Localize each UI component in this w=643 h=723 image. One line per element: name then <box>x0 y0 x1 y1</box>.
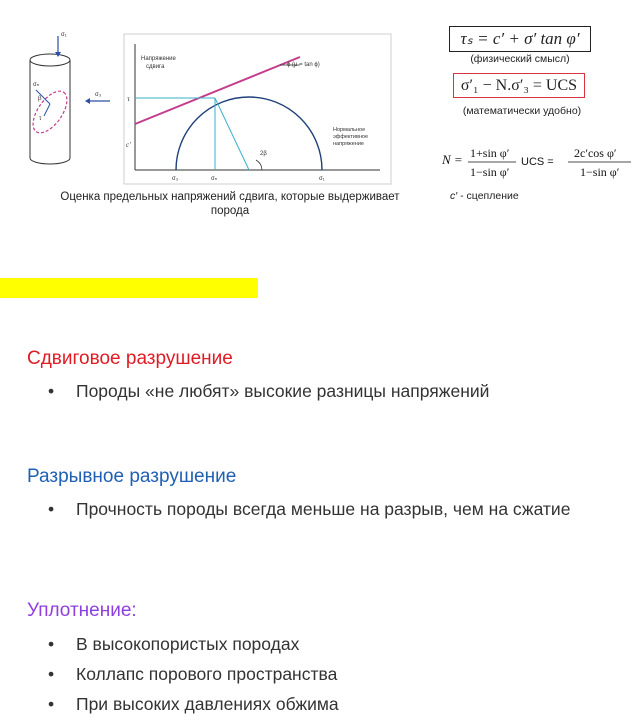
cyl-sigma-top: σ₁ <box>61 32 67 38</box>
plot-two-beta: 2β <box>260 151 267 157</box>
n-numerator: 1+sin φ′ <box>470 146 510 160</box>
list-item: • При высоких давлениях обжима <box>48 694 339 714</box>
bullet-text: При высоких давлениях обжима <box>76 694 339 714</box>
cohesion-symbol: c′ <box>450 190 458 202</box>
list-item: • Коллапс порового пространства <box>48 664 338 684</box>
plot-c-tick: c' <box>126 141 131 149</box>
ucs-formula: σ′₁ − N.σ′₃ = UCS <box>453 73 585 98</box>
plot-x-label-3: напряжение <box>333 141 364 147</box>
n-denominator: 1−sin φ′ <box>470 165 510 179</box>
n-ucs-formula <box>441 146 631 179</box>
mohr-plot <box>124 34 391 184</box>
cyl-tau: τ <box>39 116 42 122</box>
figure-caption: Оценка предельных напряжений сдвига, которые выдерживает порода <box>60 191 400 217</box>
plot-sigman-tick: σₙ <box>211 176 218 182</box>
list-item: • В высокопористых породах <box>48 634 300 654</box>
list-item: • Породы «не любят» высокие разницы напряжений <box>48 381 490 401</box>
shear-failure-list <box>45 380 625 410</box>
shear-failure-title: Сдвиговое разрушение <box>27 348 233 369</box>
plot-x-label-2: эффективное <box>333 134 369 140</box>
plot-x-label-1: Нормальное <box>333 127 366 133</box>
plot-sigma3-tick: σ₃ <box>172 176 179 182</box>
cohesion-note <box>450 190 519 202</box>
plot-sigma1-tick: σ₁ <box>319 176 325 182</box>
plot-tau-tick: τ <box>127 95 130 103</box>
plot-y-label-2: сдвига <box>146 64 165 70</box>
physical-meaning-note: (физический смысл) <box>470 53 570 65</box>
plot-y-label-1: Напряжение <box>141 56 176 62</box>
bullet-text: Прочность породы всегда меньше на разрыв, чем на сжатие <box>76 499 571 519</box>
tensile-failure-title: Разрывное разрушение <box>27 466 237 487</box>
ucs-lhs: UCS = <box>521 156 554 168</box>
cyl-sigma-side: σ₃ <box>95 92 102 98</box>
tensile-failure-list <box>45 498 625 528</box>
compaction-title: Уплотнение: <box>27 600 137 621</box>
plot-angle-label: ϕ (μ = tan ϕ) <box>287 62 320 68</box>
cyl-sigma-n: σₙ <box>33 82 40 88</box>
bullet-text: Породы «не любят» высокие разницы напряжений <box>76 381 490 401</box>
cohesion-text: - сцепление <box>457 190 519 202</box>
ucs-numerator: 2c′cos φ′ <box>574 146 617 160</box>
cyl-beta: β <box>38 96 42 102</box>
list-item: • Прочность породы всегда меньше на разрыв, чем на сжатие <box>48 499 571 519</box>
math-convenient-note: (математически удобно) <box>462 105 582 117</box>
ucs-denominator: 1−sin φ′ <box>580 165 620 179</box>
mohr-coulomb-formula: τₛ = c′ + σ′ tan φ′ <box>449 26 591 52</box>
compaction-list <box>45 633 625 723</box>
bullet-text: Коллапс порового пространства <box>76 664 338 684</box>
yellow-highlight-bar <box>0 278 258 298</box>
rock-sample-cylinder <box>26 32 110 164</box>
bullet-text: В высокопористых породах <box>76 634 300 654</box>
n-lhs: N = <box>442 152 463 167</box>
